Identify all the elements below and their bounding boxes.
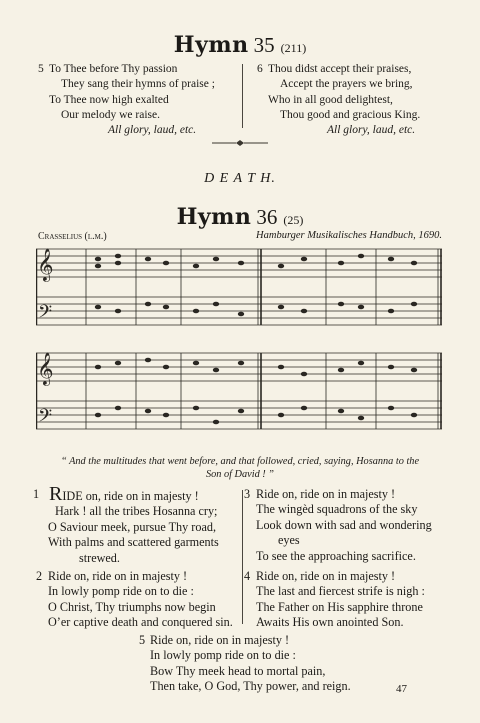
verse-line: Bow Thy meek head to mortal pain, (150, 663, 326, 678)
tune-name: Crasselius (l.m.) (38, 231, 107, 242)
epigraph (0, 456, 480, 481)
verse-line: IDE on, ride on in majesty ! (62, 489, 199, 503)
verse-line: Ride on, ride on in majesty ! (48, 569, 188, 583)
music-system-1 (36, 241, 444, 333)
drop-cap: R (49, 483, 63, 505)
hymn35-ref: (211) (280, 41, 307, 55)
hymn36-verse3 (243, 487, 432, 564)
hymn35-verse6 (257, 62, 420, 138)
hymn36-verse2 (33, 569, 233, 631)
verse-line: Thou good and gracious King. (280, 108, 421, 121)
ornament-divider (210, 138, 270, 148)
svg-text:𝄢: 𝄢 (38, 302, 53, 327)
verse-line: Our melody we raise. (61, 108, 160, 121)
epigraph-line: “ And the multitudes that went before, and that followed, cried, saying, Hosanna to the (60, 456, 420, 467)
verse-line: With palms and scattered garments (48, 535, 219, 550)
epigraph-line: Son of David ! ” (205, 468, 275, 480)
hymn36-title-word: Hymn (176, 204, 252, 230)
column-divider (242, 64, 243, 128)
hymn35-title-word: Hymn (173, 32, 249, 58)
hymn36-verse5 (139, 633, 351, 695)
section-heading: D E A T H. (204, 171, 276, 186)
verse-line: Accept the prayers we bring, (280, 78, 413, 91)
verse-line: The last and fiercest strife is nigh : (256, 584, 425, 599)
verse-line: O Christ, Thy triumphs now begin (48, 599, 216, 614)
verse-line: To see the approaching sacrifice. (256, 548, 416, 563)
verse-number: 2 (36, 569, 43, 583)
verse-line: strewed. (79, 550, 120, 565)
svg-text:𝄢: 𝄢 (38, 406, 53, 431)
verse-line: Thou didst accept their praises, (268, 63, 412, 75)
hymn36-ref: (25) (283, 213, 304, 227)
verse-line: Look down with sad and wondering (256, 517, 432, 532)
verse-number: 5 (38, 63, 44, 75)
verse-line: O Saviour meek, pursue Thy road, (48, 519, 216, 534)
verse-line: Ride on, ride on in majesty ! (150, 633, 290, 647)
verse-line: They sang their hymns of praise ; (61, 78, 215, 91)
verse-line: Ride on, ride on in majesty ! (256, 487, 396, 501)
hymn35-number: 35 (253, 33, 275, 57)
verse-line: Awaits His own anointed Son. (256, 615, 404, 630)
hymn36-title (0, 204, 480, 230)
svg-text:𝄞: 𝄞 (37, 248, 54, 281)
hymn36-verse4 (243, 569, 425, 631)
verse-number: 6 (257, 63, 263, 75)
verse-line: O’er captive death and conquered sin. (48, 615, 233, 630)
verse-refrain: All glory, laud, etc. (327, 124, 416, 137)
verse-number: 4 (244, 569, 251, 583)
verse-line: Who in all good delightest, (268, 93, 393, 106)
hymn36-number: 36 (256, 205, 278, 229)
verse-number: 3 (244, 487, 251, 501)
verse-line: The wingèd squadrons of the sky (256, 502, 418, 517)
verse-number: 1 (33, 487, 40, 501)
verse-refrain: All glory, laud, etc. (108, 124, 197, 137)
verse-line: To Thee now high exalted (49, 93, 169, 106)
verse-line: Then take, O God, Thy power, and reign. (150, 679, 351, 694)
verse-line: In lowly pomp ride on to die : (48, 584, 194, 599)
verse-number: 5 (139, 633, 146, 647)
hymn36-verse1 (33, 483, 219, 566)
hymn35-verse5 (38, 62, 215, 138)
verse-line: Ride on, ride on in majesty ! (256, 569, 396, 583)
verse-line: The Father on His sapphire throne (256, 599, 423, 614)
verse-line: eyes (278, 533, 300, 548)
page-number: 47 (396, 683, 407, 695)
verse-line: In lowly pomp ride on to die : (150, 648, 296, 663)
music-system-2 (36, 345, 444, 437)
hymn35-title (0, 32, 480, 58)
verse-line: To Thee before Thy passion (49, 63, 178, 75)
tune-source: Hamburger Musikalisches Handbuch, 1690. (256, 230, 442, 241)
svg-text:𝄞: 𝄞 (37, 352, 54, 385)
verse-line: Hark ! all the tribes Hosanna cry; (55, 504, 218, 519)
